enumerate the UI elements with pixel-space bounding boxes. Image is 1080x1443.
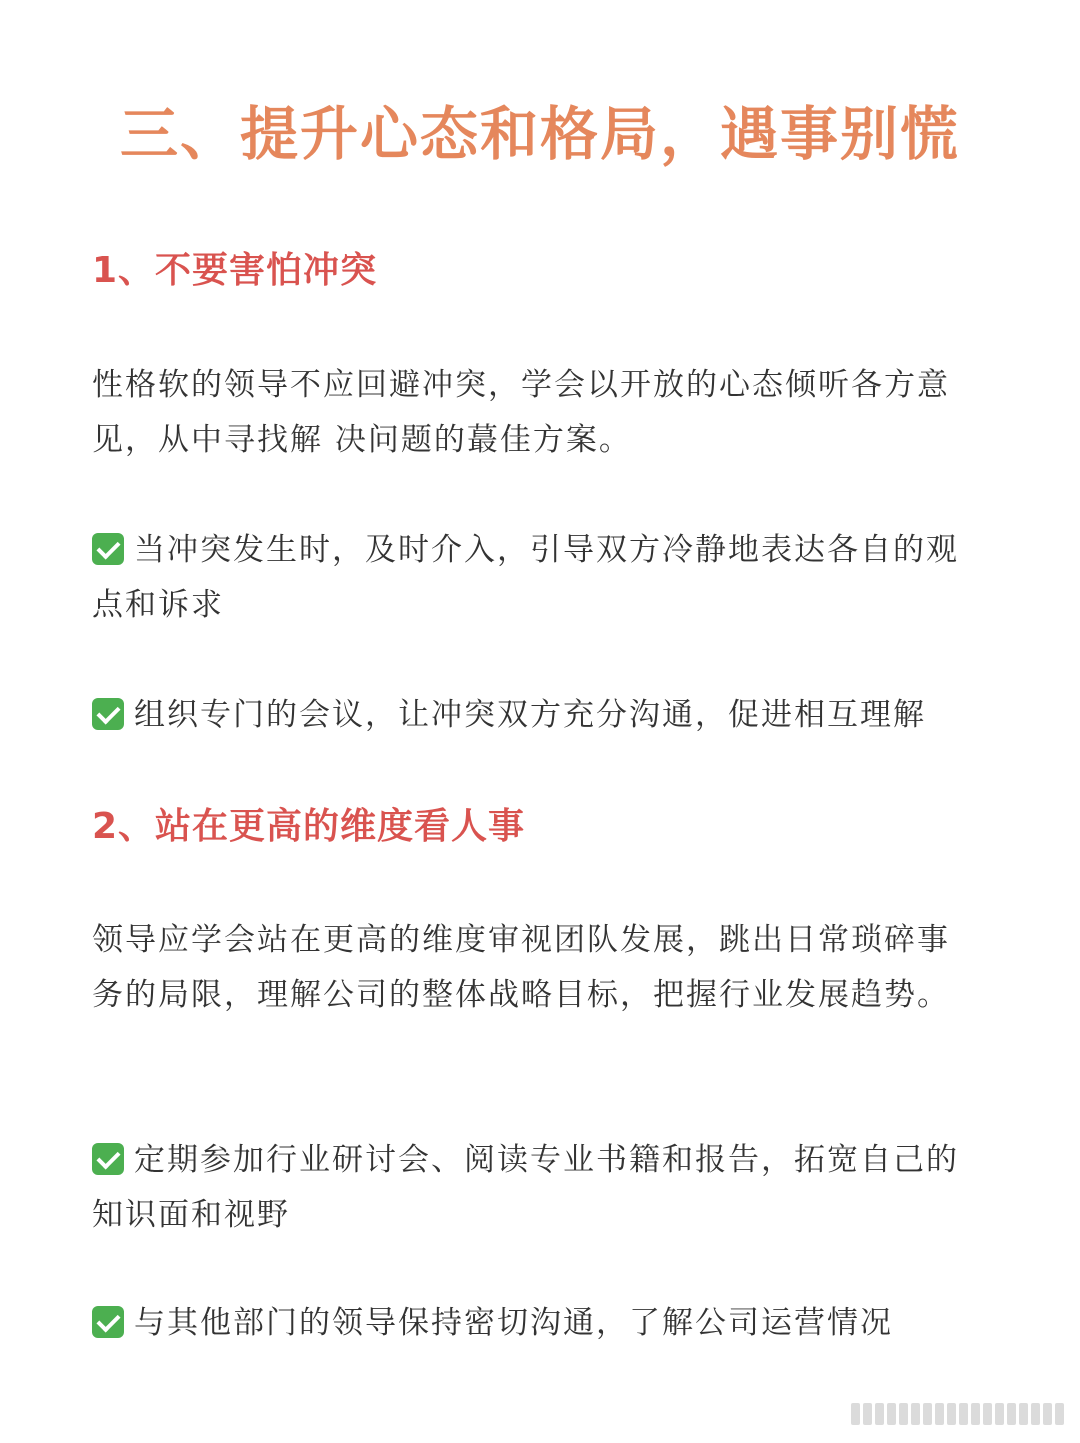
check-mark-icon xyxy=(92,698,124,730)
check-mark-icon xyxy=(92,1306,124,1338)
section-1-bullet-2 xyxy=(92,688,982,743)
bullet-text: 定期参加行业研讨会、阅读专业书籍和报告，拓宽自己的知识面和视野 xyxy=(92,1142,959,1233)
section-heading-1: 1、不要害怕冲突 xyxy=(92,250,378,291)
section-2-bullet-1 xyxy=(92,1133,982,1243)
check-mark-icon xyxy=(92,1143,124,1175)
bullet-text: 与其他部门的领导保持密切沟通，了解公司运营情况 xyxy=(134,1305,893,1341)
bullet-text: 当冲突发生时，及时介入，引导双方冷静地表达各自的观点和诉求 xyxy=(92,532,959,623)
section-heading-2: 2、站在更高的维度看人事 xyxy=(92,806,526,847)
bullet-text: 组织专门的会议，让冲突双方充分沟通，促进相互理解 xyxy=(134,697,926,733)
page-title: 三、提升心态和格局，遇事别慌 xyxy=(119,100,960,168)
section-1-bullet-1 xyxy=(92,523,982,633)
section-2-bullet-2 xyxy=(92,1296,982,1351)
check-mark-icon xyxy=(92,533,124,565)
section-2-paragraph: 领导应学会站在更高的维度审视团队发展，跳出日常琐碎事务的局限，理解公司的整体战略目标，把握行业发展趋势。 xyxy=(92,922,950,1013)
watermark-icon xyxy=(851,1403,1064,1429)
section-1-paragraph: 性格软的领导不应回避冲突，学会以开放的心态倾听各方意见，从中寻找解 决问题的蕞佳方案。 xyxy=(92,367,950,458)
